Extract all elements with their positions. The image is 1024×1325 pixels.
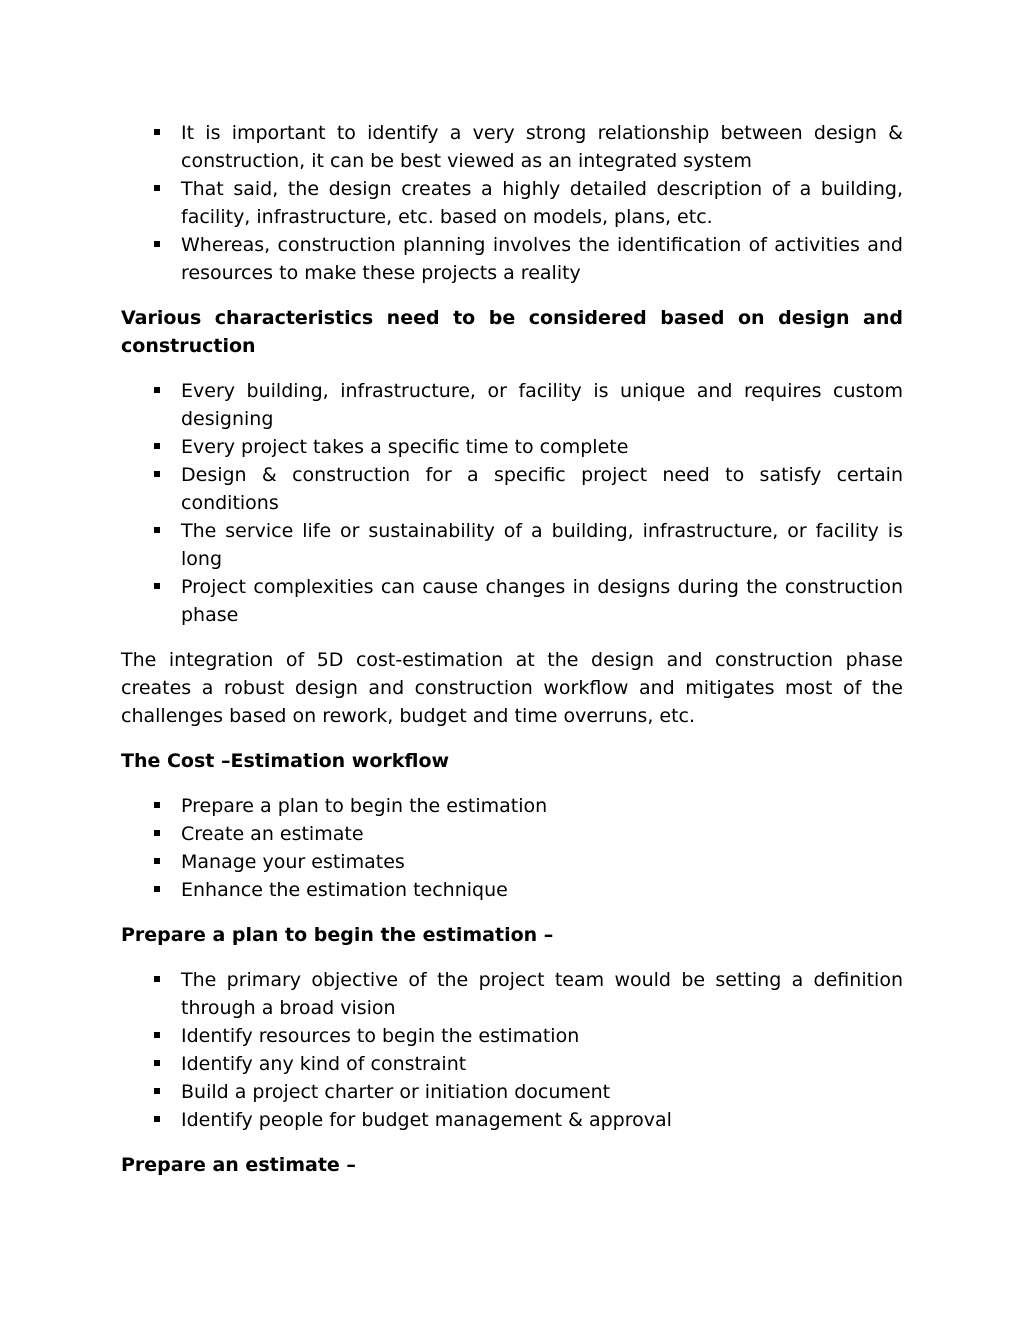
list-item: Identify resources to begin the estimation (181, 1022, 903, 1050)
integration-paragraph: The integration of 5D cost-estimation at the design and construction phase creates a robust design and construction workflow and mitigates most of the challenges based on rework, budget and time overruns, etc. (121, 649, 903, 727)
document-page (121, 119, 903, 1196)
list-item: That said, the design creates a highly detailed description of a building, facility, infrastructure, etc. based on models, plans, etc. (181, 175, 903, 231)
list-item: Enhance the estimation technique (181, 876, 903, 904)
section-heading-prepare-estimate: Prepare an estimate – (121, 1154, 356, 1176)
characteristics-bullet-list (121, 377, 903, 629)
workflow-bullet-list (121, 792, 903, 904)
list-item: Build a project charter or initiation document (181, 1078, 903, 1106)
prepare-plan-bullet-list (121, 966, 903, 1134)
list-item: Create an estimate (181, 820, 903, 848)
list-item: Every project takes a specific time to complete (181, 433, 903, 461)
section-heading-workflow: The Cost –Estimation workflow (121, 750, 450, 772)
intro-bullet-list (121, 119, 903, 287)
list-item: Prepare a plan to begin the estimation (181, 792, 903, 820)
section-heading-characteristics: Various characteristics need to be considered based on design and construction (121, 307, 903, 357)
section-heading-prepare-plan: Prepare a plan to begin the estimation – (121, 924, 554, 946)
list-item: The service life or sustainability of a building, infrastructure, or facility is long (181, 517, 903, 573)
list-item: Whereas, construction planning involves the identification of activities and resources to make these projects a reality (181, 231, 903, 287)
list-item: Manage your estimates (181, 848, 903, 876)
list-item: Design & construction for a specific project need to satisfy certain conditions (181, 461, 903, 517)
list-item: Identify people for budget management & approval (181, 1106, 903, 1134)
list-item: Project complexities can cause changes in designs during the construction phase (181, 573, 903, 629)
list-item: Identify any kind of constraint (181, 1050, 903, 1078)
list-item: It is important to identify a very strong relationship between design & construction, it can be best viewed as an integrated system (181, 119, 903, 175)
list-item: Every building, infrastructure, or facility is unique and requires custom designing (181, 377, 903, 433)
list-item: The primary objective of the project team would be setting a definition through a broad vision (181, 966, 903, 1022)
